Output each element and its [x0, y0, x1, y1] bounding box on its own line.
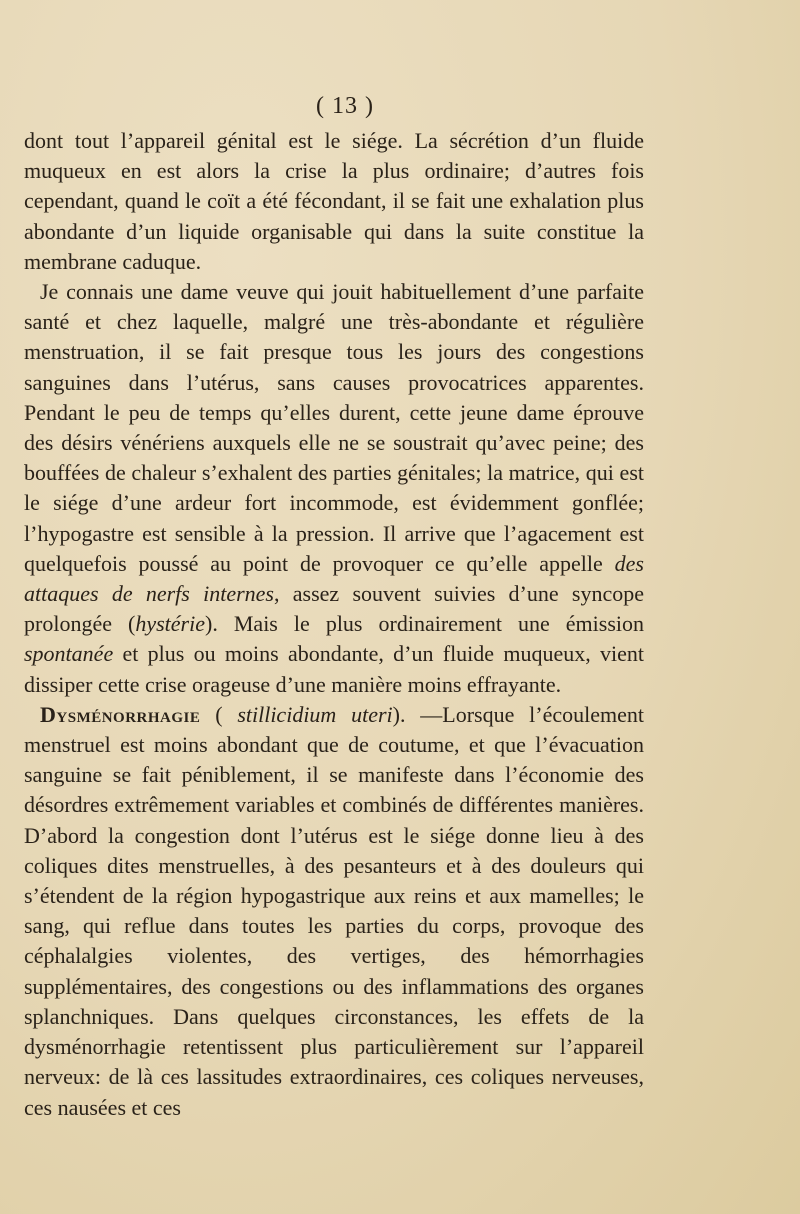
text-segment: ). Mais le plus ordinairement une émission	[205, 611, 645, 637]
body-text	[24, 126, 644, 1123]
section-heading: Dysménorrhagie	[40, 701, 201, 727]
italic-term: des attaques de nerfs internes	[24, 550, 644, 607]
text-segment: , assez souvent suivies d’une syncope prolongée (	[24, 581, 644, 637]
text-segment: et plus ou moins abondante, d’un fluide muqueux, vient dissiper cette crise orageuse d’une manière moins effrayante.	[24, 641, 644, 697]
text-segment: Je connais une dame veuve qui jouit habituellement d’une parfaite santé et chez laquelle, malgré une très-abondante et régulière menstruation, il se fait presque tous les jours des congestions sanguines dans l’utérus, sans causes provocatrices apparentes. Pendant le peu de temps qu’elles durent, cette jeune dame éprouve des désirs vénériens auxquels elle ne se soustrait qu’avec peine; des bouffées de chaleur s’exhalent des parties génitales; la matrice, qui est le siége d’une ardeur fort incommode, est évidemment gonflée; l’hypogastre est sensible à la pression. Il arrive que l’agacement est quelquefois poussé au point de provoquer ce qu’elle appelle	[24, 279, 644, 576]
paragraph	[24, 126, 644, 277]
paragraph	[24, 700, 644, 1123]
text-segment: (	[200, 701, 238, 727]
paragraph	[24, 277, 644, 700]
text-segment: ). —Lorsque l’écoulement menstruel est moins abondant que de coutume, et que l’évacuation sanguine se fait péniblement, il se manifeste dans l’économie des désordres extrêmement variables et combinés de différentes manières. D’abord la congestion dont l’utérus est le siége donne lieu à des coliques dites menstruelles, à des pesanteurs et à des douleurs qui s’étendent de la région hypogastrique aux reins et aux mamelles; le sang, qui reflue dans toutes les parties du corps, provoque des céphalalgies violentes, des vertiges, des hémorrhagies supplémentaires, des congestions ou des inflammations des organes splanchniques. Dans quelques circonstances, les effets de la dysménorrhagie retentissent plus particulièrement sur l’appareil nerveux: de là ces lassitudes extraordinaires, ces coliques nerveuses, ces nausées et ces	[24, 701, 644, 1120]
text-segment: dont tout l’appareil génital est le siége. La sécrétion d’un fluide muqueux en est alors la crise la plus ordinaire; d’autres fois cependant, quand le coït a été fécondant, il se fait une exhalation plus abondante d’un liquide organisable qui dans la suite constitue la membrane caduque.	[24, 128, 644, 274]
page-number: ( 13 )	[316, 93, 374, 119]
italic-term: hystérie	[135, 611, 205, 637]
italic-term: stillicidium uteri	[237, 701, 393, 727]
italic-term: spontanée	[24, 641, 114, 667]
